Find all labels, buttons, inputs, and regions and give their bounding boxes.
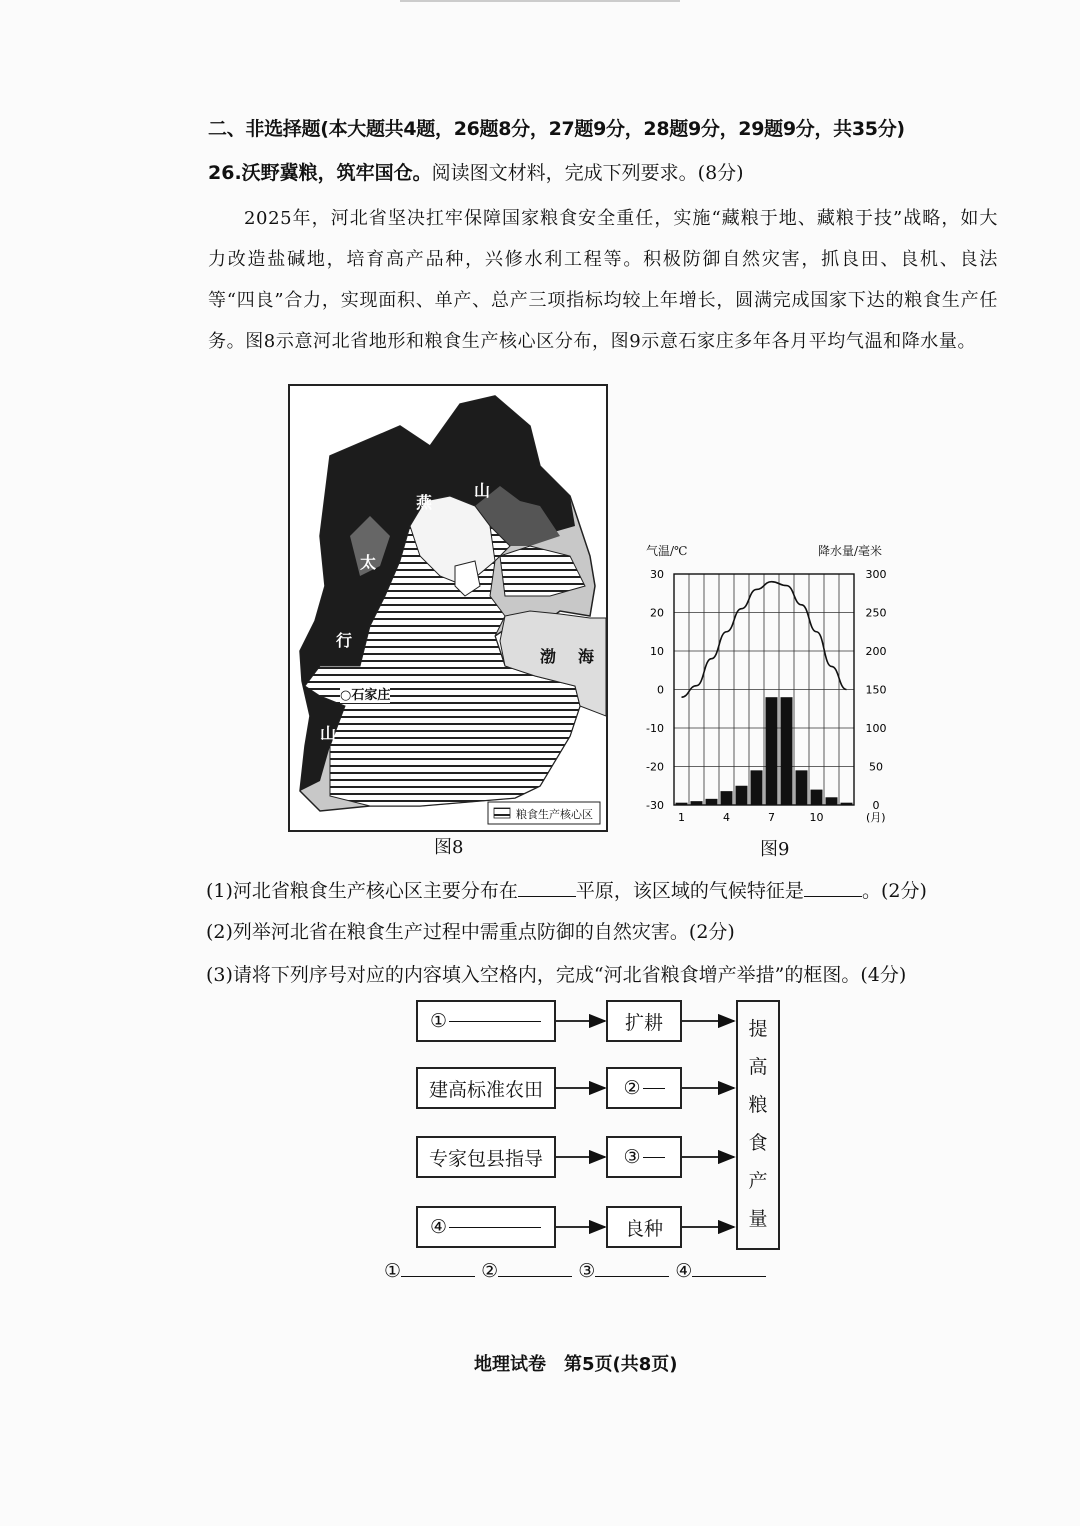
right-tick-label: 0	[872, 799, 880, 812]
figure-8-map	[288, 384, 608, 832]
flow-box-4-num: ④	[430, 1216, 448, 1238]
page-footer: 地理试卷 第5页(共8页)	[474, 1354, 678, 1375]
city-shijiazhuang: ○石家庄	[340, 684, 390, 703]
right-axis-title: 降水量/毫米	[818, 544, 883, 558]
flow-blank-2[interactable]	[643, 1088, 665, 1089]
x-unit-label: (月)	[866, 811, 886, 824]
question-26-instruction: 阅读图文材料，完成下列要求。(8分)	[431, 162, 744, 184]
precip-bar	[796, 770, 808, 805]
flow-box-2-num: ②	[623, 1077, 641, 1099]
q1-text-c: 。(2分)	[861, 880, 927, 902]
flow-box-expand: 扩耕	[606, 1000, 682, 1042]
figure-8-caption: 图8	[434, 837, 464, 858]
flow-box-3-num: ③	[623, 1146, 641, 1168]
label-shan-1: 山	[474, 481, 491, 500]
left-tick-label: 30	[650, 568, 664, 581]
precip-bar	[751, 770, 763, 805]
precip-bar	[676, 803, 688, 805]
label-hang: 行	[336, 631, 353, 650]
label-bo: 渤	[540, 647, 557, 666]
flow-blank-3[interactable]	[643, 1157, 665, 1158]
right-tick-label: 200	[865, 645, 887, 658]
left-tick-label: -30	[646, 799, 664, 812]
x-tick-label: 4	[723, 811, 730, 824]
section-heading: 二、非选择题(本大题共4题，26题8分，27题9分，28题9分，29题9分，共35分)	[208, 118, 905, 140]
answer-line	[384, 1260, 766, 1282]
question-26-title	[208, 158, 744, 185]
yield-char-1: 提	[748, 1018, 768, 1040]
q1-text-a: (1)河北省粮食生产核心区主要分布在	[206, 880, 518, 902]
subquestion-2: (2)列举河北省在粮食生产过程中需重点防御的自然灾害。(2分)	[206, 921, 735, 943]
left-axis-title: 气温/℃	[646, 544, 688, 558]
flow-box-expert: 专家包县指导	[416, 1136, 556, 1178]
label-hai: 海	[578, 647, 595, 666]
answer-blank-1[interactable]	[401, 1276, 475, 1277]
q1-blank-climate[interactable]	[804, 896, 862, 897]
answer-label-1: ①	[384, 1260, 402, 1282]
q1-blank-plain[interactable]	[518, 896, 576, 897]
city-label: 石家庄	[351, 688, 391, 703]
flow-box-farmland: 建高标准农田	[416, 1067, 556, 1109]
subquestion-1	[206, 876, 927, 903]
precip-bar	[736, 786, 748, 805]
left-tick-label: 10	[650, 645, 664, 658]
precip-bar	[781, 697, 793, 805]
label-tai: 太	[360, 553, 377, 572]
left-tick-label: 20	[650, 606, 664, 620]
answer-label-2: ②	[481, 1260, 499, 1282]
left-tick-label: -10	[646, 722, 664, 735]
answer-blank-4[interactable]	[692, 1276, 766, 1277]
right-tick-label: 150	[865, 683, 887, 697]
flow-box-3	[606, 1136, 682, 1178]
right-tick-label: 300	[865, 568, 887, 581]
map-legend-label: 粮食生产核心区	[516, 808, 593, 821]
left-tick-label: -20	[646, 760, 664, 774]
right-tick-label: 100	[865, 722, 887, 735]
precip-bar	[766, 697, 778, 805]
figure-9-climate-chart	[636, 560, 916, 828]
right-tick-label: 50	[869, 760, 883, 774]
precip-bar	[811, 790, 823, 805]
left-tick-label: 0	[657, 683, 664, 697]
x-tick-label: 1	[678, 811, 685, 824]
yield-char-5: 产	[748, 1170, 768, 1192]
yield-char-4: 食	[748, 1132, 768, 1154]
right-tick-label: 250	[865, 606, 887, 620]
question-26-material: 2025年，河北省坚决扛牢保障国家粮食安全重任，实施“藏粮于地、藏粮于技”战略，如大力改造盐碱地，培育高产品种，兴修水利工程等。积极防御自然灾害，抓良田、良机、良法等“四良”合力，实现面积、单产、总产三项指标均较上年增长，圆满完成国家下达的粮食生产任务。图8示意河北省地形和粮食生产核心区分布，图9示意石家庄多年各月平均气温和降水量。	[208, 208, 998, 352]
precip-bar	[721, 791, 733, 805]
yield-char-6: 量	[748, 1208, 768, 1230]
flow-blank-4[interactable]	[449, 1227, 541, 1228]
flow-box-4	[416, 1206, 556, 1248]
flow-box-increase-yield	[736, 1000, 780, 1250]
precip-bar	[706, 799, 718, 805]
label-shan-2: 山	[320, 724, 337, 743]
answer-blank-2[interactable]	[498, 1276, 572, 1277]
label-yan: 燕	[416, 493, 433, 512]
answer-label-4: ④	[675, 1260, 693, 1282]
question-26-theme: 26.沃野冀粮，筑牢国仓。	[208, 162, 432, 184]
precip-bar	[691, 801, 703, 805]
answer-blank-3[interactable]	[595, 1276, 669, 1277]
precip-bar	[826, 797, 838, 805]
flow-box-2	[606, 1067, 682, 1109]
precip-bar	[841, 803, 853, 805]
flow-box-seed: 良种	[606, 1206, 682, 1248]
answer-label-3: ③	[578, 1260, 596, 1282]
x-tick-label: 7	[768, 811, 775, 824]
yield-char-3: 粮	[748, 1094, 768, 1116]
top-edge-line	[400, 0, 680, 2]
figure-9-caption: 图9	[760, 839, 790, 860]
yield-char-2: 高	[748, 1056, 768, 1078]
subquestion-3: (3)请将下列序号对应的内容填入空格内，完成“河北省粮食增产举措”的框图。(4分)	[206, 964, 907, 986]
flow-box-1	[416, 1000, 556, 1042]
q1-text-b: 平原，该区域的气候特征是	[575, 880, 804, 902]
flow-blank-1[interactable]	[449, 1021, 541, 1022]
hebei-terrain-map	[290, 386, 606, 830]
x-tick-label: 10	[809, 811, 824, 824]
flow-box-1-num: ①	[430, 1010, 448, 1032]
